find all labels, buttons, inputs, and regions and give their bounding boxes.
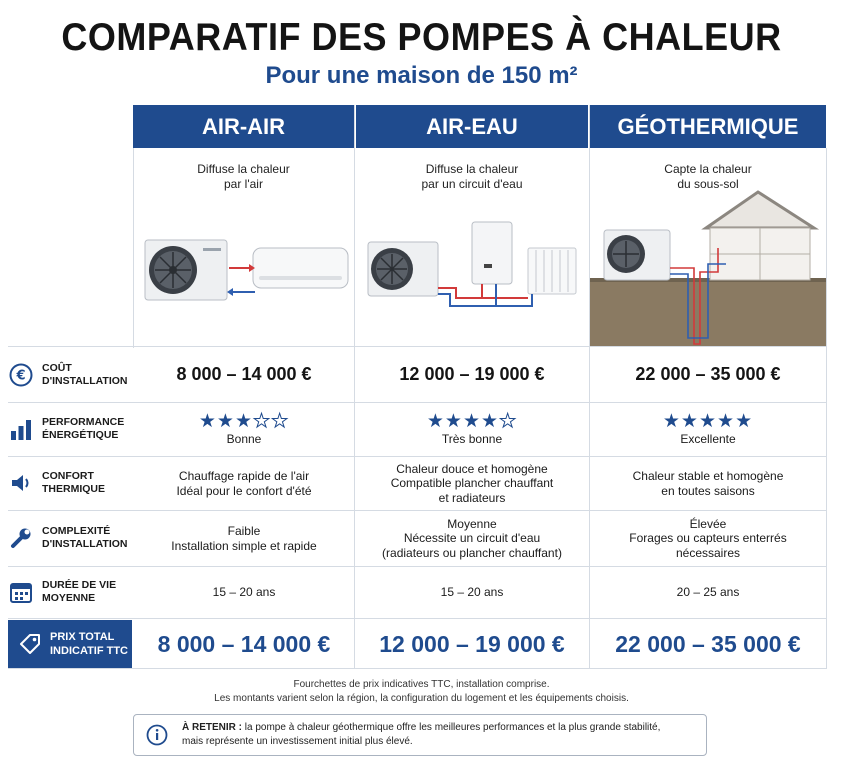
row-label-cost <box>8 350 128 400</box>
column-header-geothermique: GÉOTHERMIQUE <box>590 105 826 148</box>
cost-value: 22 000 – 35 000 € <box>635 364 781 385</box>
column-panel-air-air <box>133 148 354 346</box>
air-eau-illustration <box>356 148 588 346</box>
star-filled-icon: ★ <box>481 411 500 433</box>
column-description: Diffuse la chaleur par l'air <box>197 162 290 191</box>
row-label-text: PRIX TOTAL INDICATIF TTC <box>50 631 129 657</box>
star-empty-icon: ★ <box>499 411 518 433</box>
star-empty-icon: ★ <box>253 411 272 433</box>
star-filled-icon: ★ <box>444 411 463 433</box>
performance-value: Très bonne <box>441 432 503 447</box>
info-text-line-2: mais représente un investissement initial plus élevé. <box>182 736 413 747</box>
lifetime-value: 20 – 25 ans <box>676 585 740 600</box>
info-text-line-1: la pompe à chaleur géothermique offre les meilleures performances et la plus grande stabilité, <box>242 722 661 733</box>
row-label-total <box>8 620 132 668</box>
star-filled-icon: ★ <box>216 411 235 433</box>
row-label-performance <box>8 404 128 454</box>
lifetime-cell-air-air <box>134 567 354 618</box>
star-filled-icon: ★ <box>735 411 754 433</box>
column-description: Capte la chaleur du sous-sol <box>664 162 752 191</box>
cost-cell-air-air <box>134 347 354 402</box>
grid-line <box>8 668 826 669</box>
performance-cell-air-air <box>134 403 354 456</box>
star-filled-icon: ★ <box>426 411 445 433</box>
info-text <box>182 721 660 749</box>
info-callout <box>133 714 707 756</box>
price-tag-icon <box>18 632 42 656</box>
row-label-comfort <box>8 458 128 508</box>
footnote-line-2: Les montants varient selon la région, la configuration du logement et les équipements choisis. <box>214 693 629 704</box>
total-price-air-air: 8 000 – 14 000 € <box>157 630 331 657</box>
speaker-icon <box>8 470 34 496</box>
comfort-value: Chauffage rapide de l'air Idéal pour le confort d'été <box>176 469 312 498</box>
comfort-cell-geothermique <box>590 457 826 510</box>
info-label: À RETENIR : <box>182 722 242 733</box>
info-icon <box>146 724 168 746</box>
column-panel-geothermique <box>590 148 826 346</box>
performance-cell-air-eau <box>355 403 589 456</box>
footnote-line-1: Fourchettes de prix indicatives TTC, installation comprise. <box>293 679 550 690</box>
star-filled-icon: ★ <box>198 411 217 433</box>
row-label-text: COÛT D'INSTALLATION <box>42 362 128 387</box>
star-filled-icon: ★ <box>717 411 736 433</box>
bar-chart-icon <box>8 416 34 442</box>
complexity-value: Faible Installation simple et rapide <box>171 524 317 553</box>
star-filled-icon: ★ <box>462 411 482 433</box>
svg-text:€: € <box>16 368 26 384</box>
lifetime-cell-geothermique <box>590 567 826 618</box>
euro-icon <box>8 362 34 388</box>
comfort-cell-air-air <box>134 457 354 510</box>
star-rating <box>199 412 289 432</box>
row-label-text: COMPLEXITÉ D'INSTALLATION <box>42 525 128 550</box>
grid-line <box>133 148 134 348</box>
complexity-value: Élevée Forages ou capteurs enterrés nécessaires <box>629 516 787 560</box>
star-filled-icon: ★ <box>698 411 718 433</box>
lifetime-value: 15 – 20 ans <box>440 585 504 600</box>
grid-line <box>826 148 827 669</box>
performance-value: Excellente <box>680 432 736 447</box>
performance-value: Bonne <box>226 432 262 447</box>
comfort-value: Chaleur stable et homogène en toutes saisons <box>632 469 784 498</box>
complexity-cell-geothermique <box>590 511 826 566</box>
star-rating <box>427 412 517 432</box>
row-label-text: CONFORT THERMIQUE <box>42 470 105 495</box>
column-panel-air-eau <box>356 148 588 346</box>
star-empty-icon: ★ <box>271 411 290 433</box>
cost-cell-geothermique <box>590 347 826 402</box>
column-description: Diffuse la chaleur par un circuit d'eau <box>421 162 523 191</box>
geothermique-illustration <box>590 148 826 346</box>
row-label-text: PERFORMANCE ÉNERGÉTIQUE <box>42 416 125 441</box>
star-rating <box>663 412 753 432</box>
total-price-air-eau: 12 000 – 19 000 € <box>379 630 565 657</box>
cost-value: 8 000 – 14 000 € <box>176 364 312 385</box>
cost-cell-air-eau <box>355 347 589 402</box>
page-title: COMPARATIF DES POMPES À CHALEUR <box>61 14 782 59</box>
air-air-illustration <box>133 148 354 346</box>
cost-value: 12 000 – 19 000 € <box>399 364 545 385</box>
row-label-lifetime <box>8 568 128 616</box>
row-label-complexity <box>8 512 128 564</box>
lifetime-value: 15 – 20 ans <box>212 585 276 600</box>
performance-cell-geothermique <box>590 403 826 456</box>
calendar-icon <box>8 579 34 605</box>
complexity-value: Moyenne Nécessite un circuit d'eau (radiateurs ou plancher chauffant) <box>382 516 562 560</box>
star-filled-icon: ★ <box>662 411 681 433</box>
complexity-cell-air-air <box>134 511 354 566</box>
total-price-geothermique: 22 000 – 35 000 € <box>615 630 801 657</box>
comfort-value: Chaleur douce et homogène Compatible plancher chauffant et radiateurs <box>390 461 554 505</box>
page-subtitle: Pour une maison de 150 m² <box>265 62 578 89</box>
star-filled-icon: ★ <box>234 411 254 433</box>
wrench-icon <box>8 525 34 551</box>
grid-line <box>8 618 826 619</box>
lifetime-cell-air-eau <box>355 567 589 618</box>
complexity-cell-air-eau <box>355 511 589 566</box>
column-header-air-eau: AIR-EAU <box>356 105 588 148</box>
comfort-cell-air-eau <box>355 457 589 510</box>
column-header-air-air: AIR-AIR <box>133 105 354 148</box>
row-label-text: DURÉE DE VIE MOYENNE <box>42 579 117 604</box>
star-filled-icon: ★ <box>680 411 699 433</box>
